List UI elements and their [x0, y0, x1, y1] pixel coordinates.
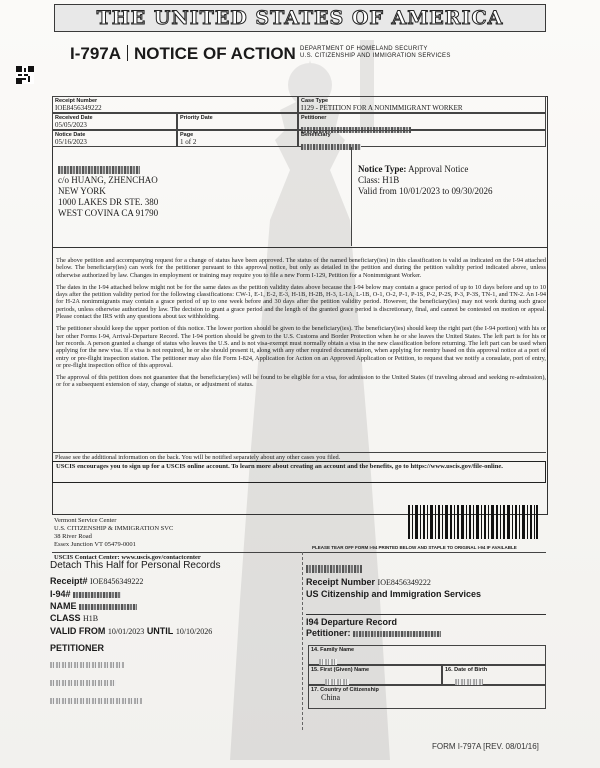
- notice-type-block: [358, 164, 493, 197]
- receipt-number-cell: Receipt Number IOE8456349222: [52, 96, 298, 113]
- tear-line: [52, 552, 546, 553]
- i94-agency: US Citizenship and Immigration Services: [306, 589, 482, 599]
- barcode: [408, 505, 538, 539]
- i94-number-redacted: [73, 592, 121, 598]
- notice-valid: Valid from 10/01/2023 to 09/30/2026: [358, 186, 493, 196]
- beneficiary-redacted: [301, 144, 361, 150]
- page-cell: Page 1 of 2: [177, 130, 298, 147]
- body-paragraph-2: The dates in the I-94 attached below might not be for the same dates as the petition validity dates above because the I-94 below may contain a grace period of up to 10 days before and up to 10 days after the petition validity period for the following classifications: CW-1, E-1, E-2, E-3, H-1B, H-2B, H-3, L-1A, L-1B, O-1, O-2, P-1, P-1S, P-2, P-2S, P-3, P-3S, TN-1, and TN-2. An I-94 for H-2A nonimmigrants may contain a grace period of up to one week before and 30 days after the petition validity period. However, the beneficiary(ies) may not work during such grace periods, unless otherwise authorized by law. The decision to grant a grace period and the length of the granted grace period is discretionary, final, and cannot be contested on motion or appeal. Please contact the IRS with any questions about tax withholding.: [56, 283, 546, 321]
- priority-date-cell: Priority Date: [177, 113, 298, 130]
- department-block: [300, 46, 451, 60]
- dob-cell: 16. Date of Birth: [442, 665, 546, 685]
- detach-title: Detach This Half for Personal Records: [50, 560, 221, 571]
- notice-class: Class: H1B: [358, 175, 400, 185]
- body-text: [56, 257, 546, 394]
- receipt-number: IOE8456349222: [55, 104, 102, 112]
- case-type-cell: Case Type I129 - PETITION FOR A NONIMMIGRANT WORKER: [298, 96, 546, 113]
- service-center: Vermont Service Center U.S. CITIZENSHIP & IMMIGRATION SVC 38 River Road Essex Junction VT 05479-0001 USCIS Contact Center: www.uscis.gov/contactcenter: [54, 517, 201, 561]
- i94-departure-slip: Receipt Number IOE8456349222 US Citizenship and Immigration Services I94 Departure Record Petitioner:: [306, 560, 546, 639]
- notice-type: Approval Notice: [408, 164, 469, 174]
- dept-line-2: U.S. CITIZENSHIP AND IMMIGRATION SERVICES: [300, 53, 451, 59]
- see-additional-strip: Please see the additional information on the back. You will be notified separately about any other cases you filed.: [52, 452, 546, 461]
- case-type: I129 - PETITION FOR A NONIMMIGRANT WORKER: [301, 104, 463, 112]
- i94-petitioner-redacted: [353, 631, 441, 637]
- form-footer: FORM I-797A [REV. 08/01/16]: [432, 742, 539, 751]
- body-paragraph-3: The petitioner should keep the upper portion of this notice. The lower portion should be given to the beneficiary(ies). The beneficiary(ies) should keep the right part (the I-94 portion) with his or her other Forms I-94, Arrival-Departure Record. The I-94 portion should be given to the U.S. Customs and Border Protection when he or she leaves the United States. The left part is for his or her records. A person granted a change of status who leaves the U.S. and is not visa-exempt must normally obtain a visa in the new classification before returning. The left part can be used when applying for the new visa. If a visa is not required, he or she should present it, along with any other required documentation, when applying for reentry based on this approval notice at a port of entry or pre-flight inspection station. The petitioner may also file Form I-824, Application for Action on an Approved Application or Petition, to request that we notify a consulate, port of entry, or pre-flight inspection office of this approval.: [56, 325, 546, 369]
- address-line-3: NEW YORK: [58, 186, 106, 196]
- petitioner-address-redacted: [50, 656, 290, 710]
- banner-title: THE UNITED STATES OF AMERICA: [54, 4, 546, 32]
- tear-off-note: PLEASE TEAR OFF FORM I-94 PRINTED BELOW AND STAPLE TO ORIGINAL I-94 IF AVAILABLE: [312, 545, 517, 550]
- name-redacted: [79, 604, 137, 610]
- notice-date-cell: Notice Date 05/16/2023: [52, 130, 177, 147]
- i94-record-title: I94 Departure Record: [306, 617, 398, 627]
- address-line-4: 1000 LAKES DR STE. 380: [58, 197, 159, 207]
- qr-code-icon: [16, 66, 34, 84]
- vertical-divider: [302, 552, 303, 730]
- country-value: China: [321, 693, 341, 702]
- family-name-cell: 14. Family Name: [308, 645, 546, 665]
- page-count: 1 of 2: [180, 138, 197, 146]
- mailing-address: [58, 164, 158, 219]
- address-line-5: WEST COVINA CA 91790: [58, 208, 159, 218]
- form-header: [70, 44, 296, 64]
- contact-center: USCIS Contact Center: www.uscis.gov/contactcenter: [54, 554, 201, 561]
- body-paragraph-1: The above petition and accompanying request for a change of status have been approved. The status of the named beneficiary(ies) in this classification is valid as indicated on the I-94 attached below. The beneficiary(ies) can work for the petitioner pursuant to this approval notice, but only as detailed in the petition and during the petition validity period indicated above, unless otherwise authorized by law. Changes in employment or training may require you to file a new Form I-129, Petition for a Nonimmigrant Worker.: [56, 257, 546, 279]
- addressee-redacted: [58, 166, 140, 174]
- detach-class: H1B: [83, 614, 99, 623]
- uscis-account-strip: USCIS encourages you to sign up for a USCIS online account. To learn more about creating an account and the benefits, go to https://www.uscis.gov/file-online.: [52, 461, 546, 483]
- received-date: 05/05/2023: [55, 121, 87, 129]
- i94-top-number-redacted: [306, 565, 362, 573]
- detach-receipt: IOE8456349222: [90, 577, 144, 586]
- address-line-2: c/o HUANG, ZHENCHAO: [58, 175, 158, 185]
- form-code: I-797A: [70, 44, 122, 63]
- body-paragraph-4: The approval of this petition does not guarantee that the beneficiary(ies) will be found to be eligible for a visa, for admission to the United States (if traveling abroad and seeking re-admission), or for a subsequent extension of stay, change of status, or adjustment of status.: [56, 374, 546, 389]
- form-title: NOTICE OF ACTION: [134, 44, 296, 63]
- petitioner-cell: Petitioner: [298, 113, 546, 130]
- first-name-cell: 15. First (Given) Name: [308, 665, 442, 685]
- beneficiary-cell: Beneficiary: [298, 130, 546, 147]
- personal-records-half: Detach This Half for Personal Records Receipt# IOE8456349222 I-94# NAME CLASS H1B VALID FROM 10/01/2023 UNTIL 10/10/2026 PETITIONER: [50, 560, 290, 710]
- dept-line-1: DEPARTMENT OF HOMELAND SECURITY: [300, 46, 428, 52]
- received-date-cell: Received Date 05/05/2023: [52, 113, 177, 130]
- country-cell: 17. Country of Citizenship China: [308, 685, 546, 709]
- notice-divider: [351, 147, 352, 246]
- notice-type-label: Notice Type:: [358, 164, 407, 174]
- notice-date: 05/16/2023: [55, 138, 87, 146]
